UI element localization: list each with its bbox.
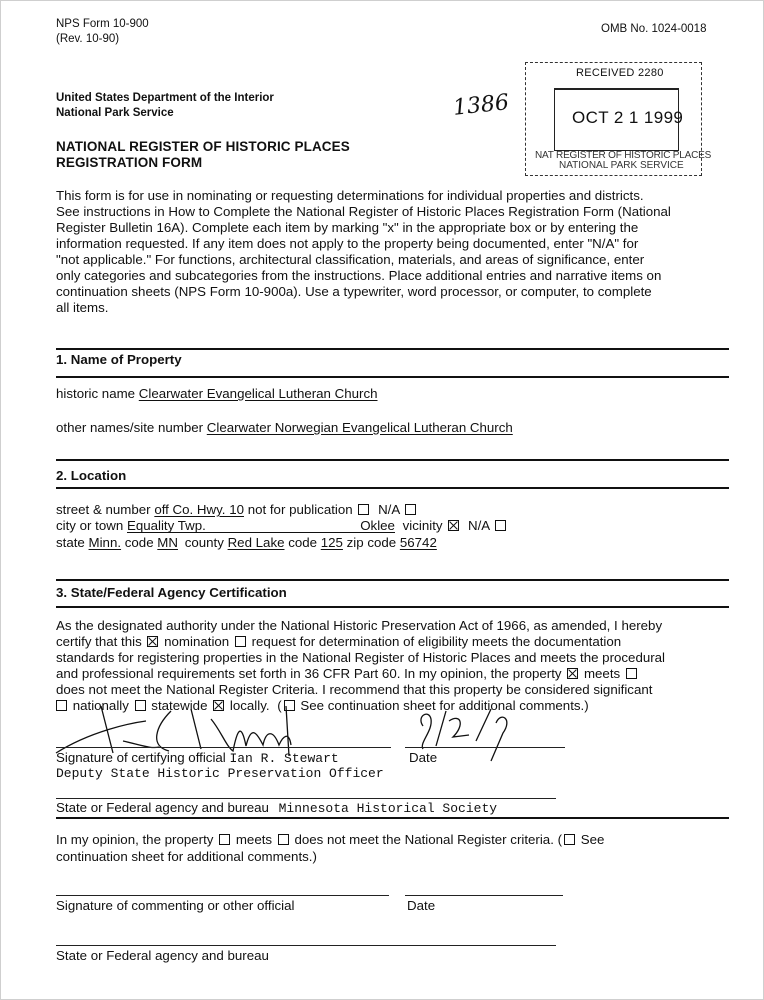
vicinity-label: vicinity xyxy=(402,518,443,533)
state-label: state xyxy=(56,535,85,550)
county-code-field[interactable]: 125 xyxy=(320,535,343,550)
other-names-field[interactable]: Clearwater Norwegian Evangelical Lutheran Church xyxy=(206,420,513,435)
city-label: city or town xyxy=(56,518,124,533)
commenting-date-line xyxy=(405,895,563,896)
opinion-line2: continuation sheet for additional comments.) xyxy=(56,849,317,864)
historic-name-field[interactable]: Clearwater Evangelical Lutheran Church xyxy=(138,386,378,401)
paren-open: ( xyxy=(277,698,282,713)
zip-field[interactable]: 56742 xyxy=(399,535,437,550)
instructions-line: "not applicable." For functions, architectural classification, materials, and areas of significance, enter xyxy=(56,252,645,267)
county-field[interactable]: Red Lake xyxy=(227,535,285,550)
form-title-line2: REGISTRATION FORM xyxy=(56,155,203,170)
certifying-signature-line xyxy=(56,747,391,748)
agency-label: State or Federal agency and bureau xyxy=(56,800,269,815)
opinion-continuation-checkbox[interactable] xyxy=(564,834,575,845)
state-field[interactable]: Minn. xyxy=(88,535,122,550)
opinion-row xyxy=(56,832,604,848)
date-label: Date xyxy=(409,750,438,765)
street-row xyxy=(56,502,418,518)
instructions-line: This form is for use in nominating or requesting determinations for individual properties and districts. xyxy=(56,188,644,203)
street-na-label: N/A xyxy=(378,502,400,517)
city-na-label: N/A xyxy=(467,518,490,533)
opinion-meets-label: meets xyxy=(235,832,273,847)
meets-label: meets xyxy=(583,666,621,681)
commenting-date-label: Date xyxy=(407,898,436,913)
section2-bottom-rule xyxy=(56,487,729,489)
request-checkbox[interactable] xyxy=(235,636,246,647)
city-value-secondary: Oklee xyxy=(360,518,395,533)
opinion-see-label: See xyxy=(580,832,605,847)
section1-heading: 1. Name of Property xyxy=(56,352,182,367)
instructions-line: continuation sheets (NPS Form 10-900a). Use a typewriter, word processor, or computer, to complete xyxy=(56,284,652,299)
street-field[interactable]: off Co. Hwy. 10 xyxy=(154,502,244,517)
stamp-received: RECEIVED 2280 xyxy=(576,67,664,79)
certifying-date-line xyxy=(405,747,565,748)
nomination-checkbox[interactable] xyxy=(147,636,158,647)
signature-label: Signature of certifying official xyxy=(56,750,226,765)
commenting-agency-line xyxy=(56,945,556,946)
state-code-field[interactable]: MN xyxy=(157,535,178,550)
opinion-text: In my opinion, the property xyxy=(56,832,214,847)
omb-number: OMB No. 1024-0018 xyxy=(601,23,707,35)
commenting-signature-label: Signature of commenting or other official xyxy=(56,898,295,913)
form-revision: (Rev. 10-90) xyxy=(56,33,120,45)
service-name: National Park Service xyxy=(56,107,174,119)
city-value: Equality Twp. xyxy=(126,518,206,533)
form-number: NPS Form 10-900 xyxy=(56,18,149,30)
opinion-text: and professional requirements set forth in 36 CFR Part 60. In my opinion, the property xyxy=(56,666,562,681)
department-name: United States Department of the Interior xyxy=(56,92,274,104)
state-row xyxy=(56,535,437,551)
county-label: county xyxy=(184,535,224,550)
certify-text: certify that this xyxy=(56,634,142,649)
instructions-line: Register Bulletin 16A). Complete each item by marking "x" in the appropriate box or by entering the xyxy=(56,220,639,235)
vicinity-checkbox[interactable] xyxy=(448,520,459,531)
commenting-agency-label: State or Federal agency and bureau xyxy=(56,948,269,963)
city-field[interactable] xyxy=(127,519,395,533)
street-na-checkbox[interactable] xyxy=(405,504,416,515)
does-not-meet-checkbox[interactable] xyxy=(626,668,637,679)
instructions-line: See instructions in How to Complete the National Register of Historic Places Registration Form (National xyxy=(56,204,671,219)
opinion-meets-checkbox[interactable] xyxy=(219,834,230,845)
agency-line xyxy=(56,798,556,799)
meets-checkbox[interactable] xyxy=(567,668,578,679)
section3-bottom-rule xyxy=(56,606,729,608)
section3-agency-rule xyxy=(56,817,729,819)
other-names-row xyxy=(56,420,513,436)
opinion-does-not-meet-checkbox[interactable] xyxy=(278,834,289,845)
certifying-signature-row xyxy=(56,750,339,767)
certification-line xyxy=(56,666,639,682)
street-label: street & number xyxy=(56,502,151,517)
historic-name-label: historic name xyxy=(56,386,136,401)
section1-bottom-rule xyxy=(56,376,729,378)
locally-label: locally. xyxy=(229,698,270,713)
nomination-label: nomination xyxy=(164,634,230,649)
certification-line: does not meet the National Register Criteria. I recommend that this property be considered significant xyxy=(56,682,653,697)
agency-value: Minnesota Historical Society xyxy=(278,801,498,816)
commenting-signature-line xyxy=(56,895,389,896)
section1-top-rule xyxy=(56,348,729,350)
city-row xyxy=(56,518,508,534)
instructions-line: only categories and subcategories from the instructions. Place additional entries and narrative items on xyxy=(56,268,662,283)
not-for-publication-checkbox[interactable] xyxy=(358,504,369,515)
certification-line: As the designated authority under the National Historic Preservation Act of 1966, as amended, I hereby xyxy=(56,618,663,633)
not-for-publication-label: not for publication xyxy=(247,502,353,517)
signer-title: Deputy State Historic Preservation Officer xyxy=(56,766,384,781)
nationally-label: nationally xyxy=(72,698,129,713)
state-code-label: code xyxy=(124,535,154,550)
county-code-label: code xyxy=(288,535,318,550)
signer-name: Ian R. Stewart xyxy=(229,751,339,766)
certification-line xyxy=(56,634,621,650)
section2-top-rule xyxy=(56,459,729,461)
opinion-does-not-meet-label: does not meet the National Register criteria. ( xyxy=(294,832,563,847)
other-names-label: other names/site number xyxy=(56,420,204,435)
statewide-label: statewide xyxy=(151,698,208,713)
city-na-checkbox[interactable] xyxy=(495,520,506,531)
section3-heading: 3. State/Federal Agency Certification xyxy=(56,585,287,600)
stamp-line1: NAT REGISTER OF HISTORIC PLACES xyxy=(535,150,712,161)
certification-line: standards for registering properties in the National Register of Historic Places and meets the procedural xyxy=(56,650,666,665)
instructions-line: all items. xyxy=(56,300,109,315)
historic-name-row xyxy=(56,386,378,402)
request-label: request for determination of eligibility meets the documentation xyxy=(251,634,622,649)
form-title-line1: NATIONAL REGISTER OF HISTORIC PLACES xyxy=(56,139,350,154)
section3-top-rule xyxy=(56,579,729,581)
section2-heading: 2. Location xyxy=(56,468,127,483)
instructions-line: information requested. If any item does not apply to the property being documented, enter "N/A" for xyxy=(56,236,639,251)
agency-row xyxy=(56,800,497,817)
handwritten-reference-number: 1386 xyxy=(451,90,511,121)
continuation-label: See continuation sheet for additional comments.) xyxy=(300,698,589,713)
zip-label: zip code xyxy=(346,535,397,550)
stamp-date: OCT 2 1 1999 xyxy=(572,108,684,127)
stamp-line2: NATIONAL PARK SERVICE xyxy=(559,160,684,171)
